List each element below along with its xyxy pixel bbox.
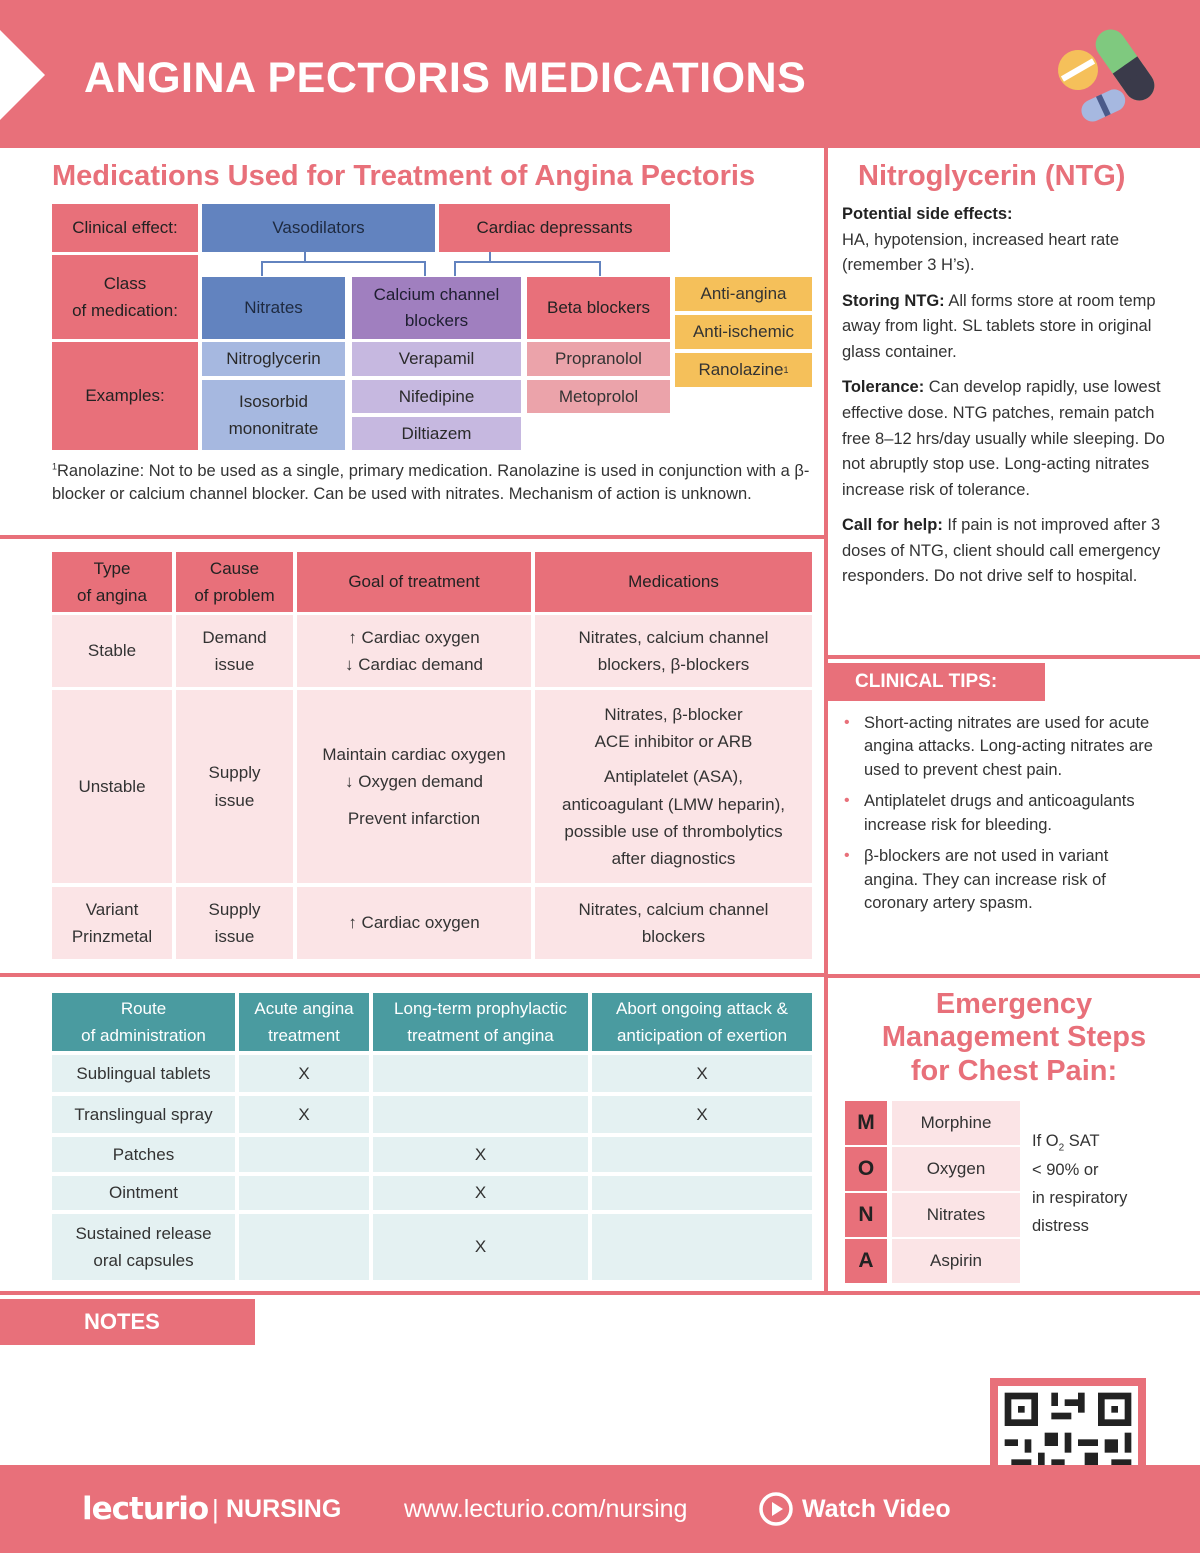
ntg-storing: Storing NTG: All forms store at room temp away from light. SL tablets store in original glass container. — [842, 291, 1156, 361]
th-type: Type of angina — [52, 552, 172, 612]
class-beta-blockers: Beta blockers — [527, 277, 670, 339]
connector-lines — [200, 252, 680, 278]
route-acute — [239, 1214, 369, 1280]
route-acute: X — [239, 1096, 369, 1133]
anti-ischemic: Anti-ischemic — [675, 315, 812, 349]
example-verapamil: Verapamil — [352, 342, 521, 376]
mona-letter: A — [845, 1239, 887, 1283]
page-title: ANGINA PECTORIS MEDICATIONS — [84, 54, 807, 102]
mona-word: Nitrates — [892, 1193, 1020, 1237]
mona-word: Oxygen — [892, 1147, 1020, 1191]
tip-item: • β-blockers are not used in variant angina. They can increase risk of coronary artery spasm. — [842, 845, 1162, 915]
variant-meds: Nitrates, calcium channel blockers — [535, 887, 812, 959]
ntg-side-effects: Potential side effects: HA, hypotension, increased heart rate (remember 3 H’s). — [842, 205, 1119, 275]
brand-nursing: NURSING — [226, 1495, 342, 1523]
th-acute: Acute angina treatment — [239, 993, 369, 1051]
ntg-call-help: Call for help: If pain is not improved after 3 doses of NTG, client should call emergency responders. Do not drive self to hospital. — [842, 516, 1161, 586]
tip-item: • Antiplatelet drugs and anticoagulants increase risk for bleeding. — [842, 790, 1162, 837]
footer-url[interactable]: www.lecturio.com/nursing — [404, 1495, 688, 1523]
mona-letter: O — [845, 1147, 887, 1191]
route-acute — [239, 1137, 369, 1172]
route-long — [373, 1096, 588, 1133]
route-label: Patches — [52, 1137, 235, 1172]
th-route: Route of administration — [52, 993, 235, 1051]
variant-goal: ↑ Cardiac oxygen — [297, 887, 531, 959]
variant-type: Variant Prinzmetal — [52, 887, 172, 959]
class-nitrates: Nitrates — [202, 277, 345, 339]
ntg-tolerance: Tolerance: Can develop rapidly, use lowest effective dose. NTG patches, remain patch free 8–12 hrs/day usually while sleeping. Do not abruptly stop use. Long-acting nitrates increase risk of tolerance. — [842, 378, 1165, 499]
variant-cause: Supply issue — [176, 887, 293, 959]
route-long: X — [373, 1214, 588, 1280]
example-propranolol: Propranolol — [527, 342, 670, 376]
stable-cause: Demand issue — [176, 615, 293, 687]
oxygen-note: If $O_2$ SAT < 90% or in respiratory distress — [1032, 1132, 1128, 1235]
effect-vasodilators: Vasodilators — [202, 204, 435, 252]
route-label: Translingual spray — [52, 1096, 235, 1133]
th-abort: Abort ongoing attack & anticipation of exertion — [592, 993, 812, 1051]
notes-label: NOTES — [0, 1299, 255, 1345]
ranolazine: Ranolazine 1 — [675, 353, 812, 387]
route-long: X — [373, 1137, 588, 1172]
label-clinical-effect: Clinical effect: — [52, 204, 198, 252]
unstable-cause: Supply issue — [176, 690, 293, 883]
footer-banner — [0, 1465, 1200, 1553]
route-abort — [592, 1176, 812, 1210]
mona-word: Aspirin — [892, 1239, 1020, 1283]
label-examples: Examples: — [52, 342, 198, 450]
route-label: Ointment — [52, 1176, 235, 1210]
example-metoprolol: Metoprolol — [527, 380, 670, 413]
route-abort — [592, 1137, 812, 1172]
brand-divider: | — [212, 1494, 219, 1524]
header-notch — [0, 30, 45, 120]
unstable-type: Unstable — [52, 690, 172, 883]
mona-letter: N — [845, 1193, 887, 1237]
mona-word: Morphine — [892, 1101, 1020, 1145]
unstable-goal: Maintain cardiac oxygen ↓ Oxygen demand Prevent infarction — [297, 690, 531, 883]
route-long: X — [373, 1176, 588, 1210]
meds-section-title: Medications Used for Treatment of Angina Pectoris — [52, 160, 756, 192]
effect-cardiac-depressants: Cardiac depressants — [439, 204, 670, 252]
ntg-title: Nitroglycerin (NTG) — [858, 160, 1126, 192]
play-icon[interactable] — [758, 1491, 794, 1527]
anti-angina: Anti-angina — [675, 277, 812, 311]
route-abort: X — [592, 1055, 812, 1092]
watch-video-link[interactable]: Watch Video — [802, 1495, 951, 1523]
emergency-title: Emergency Management Steps for Chest Pain: — [881, 988, 1147, 1087]
th-long-term: Long-term prophylactic treatment of angina — [373, 993, 588, 1051]
stable-type: Stable — [52, 615, 172, 687]
header-banner — [0, 0, 1200, 148]
stable-goal: ↑ Cardiac oxygen ↓ Cardiac demand — [297, 615, 531, 687]
column-divider — [824, 148, 828, 1293]
unstable-meds: Nitrates, β-blocker ACE inhibitor or ARB Antiplatelet (ASA), anticoagulant (LMW heparin), possible use of thrombolytics after diagnostics — [535, 690, 812, 883]
route-label: Sublingual tablets — [52, 1055, 235, 1092]
example-diltiazem: Diltiazem — [352, 417, 521, 450]
clinical-tips-list — [842, 712, 1162, 923]
mona-letter: M — [845, 1101, 887, 1145]
section-divider — [0, 1291, 1200, 1295]
example-nifedipine: Nifedipine — [352, 380, 521, 413]
ntg-info — [842, 202, 1167, 590]
pills-icon — [1050, 25, 1160, 130]
ranolazine-footnote: $^1$Ranolazine: Not to be used as a single, primary medication. Ranolazine is used in conjunction with a β-blocker or calcium channel blocker. Can be used with nitrates. Mechanism of action is unknown. — [52, 461, 810, 504]
route-long — [373, 1055, 588, 1092]
stable-meds: Nitrates, calcium channel blockers, β-blockers — [535, 615, 812, 687]
brand-logo: lecturio — [82, 1491, 209, 1527]
route-abort — [592, 1214, 812, 1280]
section-divider — [0, 535, 824, 539]
section-divider — [828, 974, 1200, 978]
route-acute: X — [239, 1055, 369, 1092]
tip-item: • Short-acting nitrates are used for acute angina attacks. Long-acting nitrates are used to prevent chest pain. — [842, 712, 1162, 782]
route-label: Sustained release oral capsules — [52, 1214, 235, 1280]
clinical-tips-title: CLINICAL TIPS: — [828, 663, 1045, 701]
th-medications: Medications — [535, 552, 812, 612]
route-abort: X — [592, 1096, 812, 1133]
section-divider — [0, 973, 824, 977]
class-calcium-channel-blockers: Calcium channel blockers — [352, 277, 521, 339]
section-divider — [828, 655, 1200, 659]
label-class: Class of medication: — [52, 255, 198, 339]
th-cause: Cause of problem — [176, 552, 293, 612]
route-acute — [239, 1176, 369, 1210]
example-nitroglycerin: Nitroglycerin — [202, 342, 345, 376]
example-isosorbid: Isosorbid mononitrate — [202, 380, 345, 450]
th-goal: Goal of treatment — [297, 552, 531, 612]
